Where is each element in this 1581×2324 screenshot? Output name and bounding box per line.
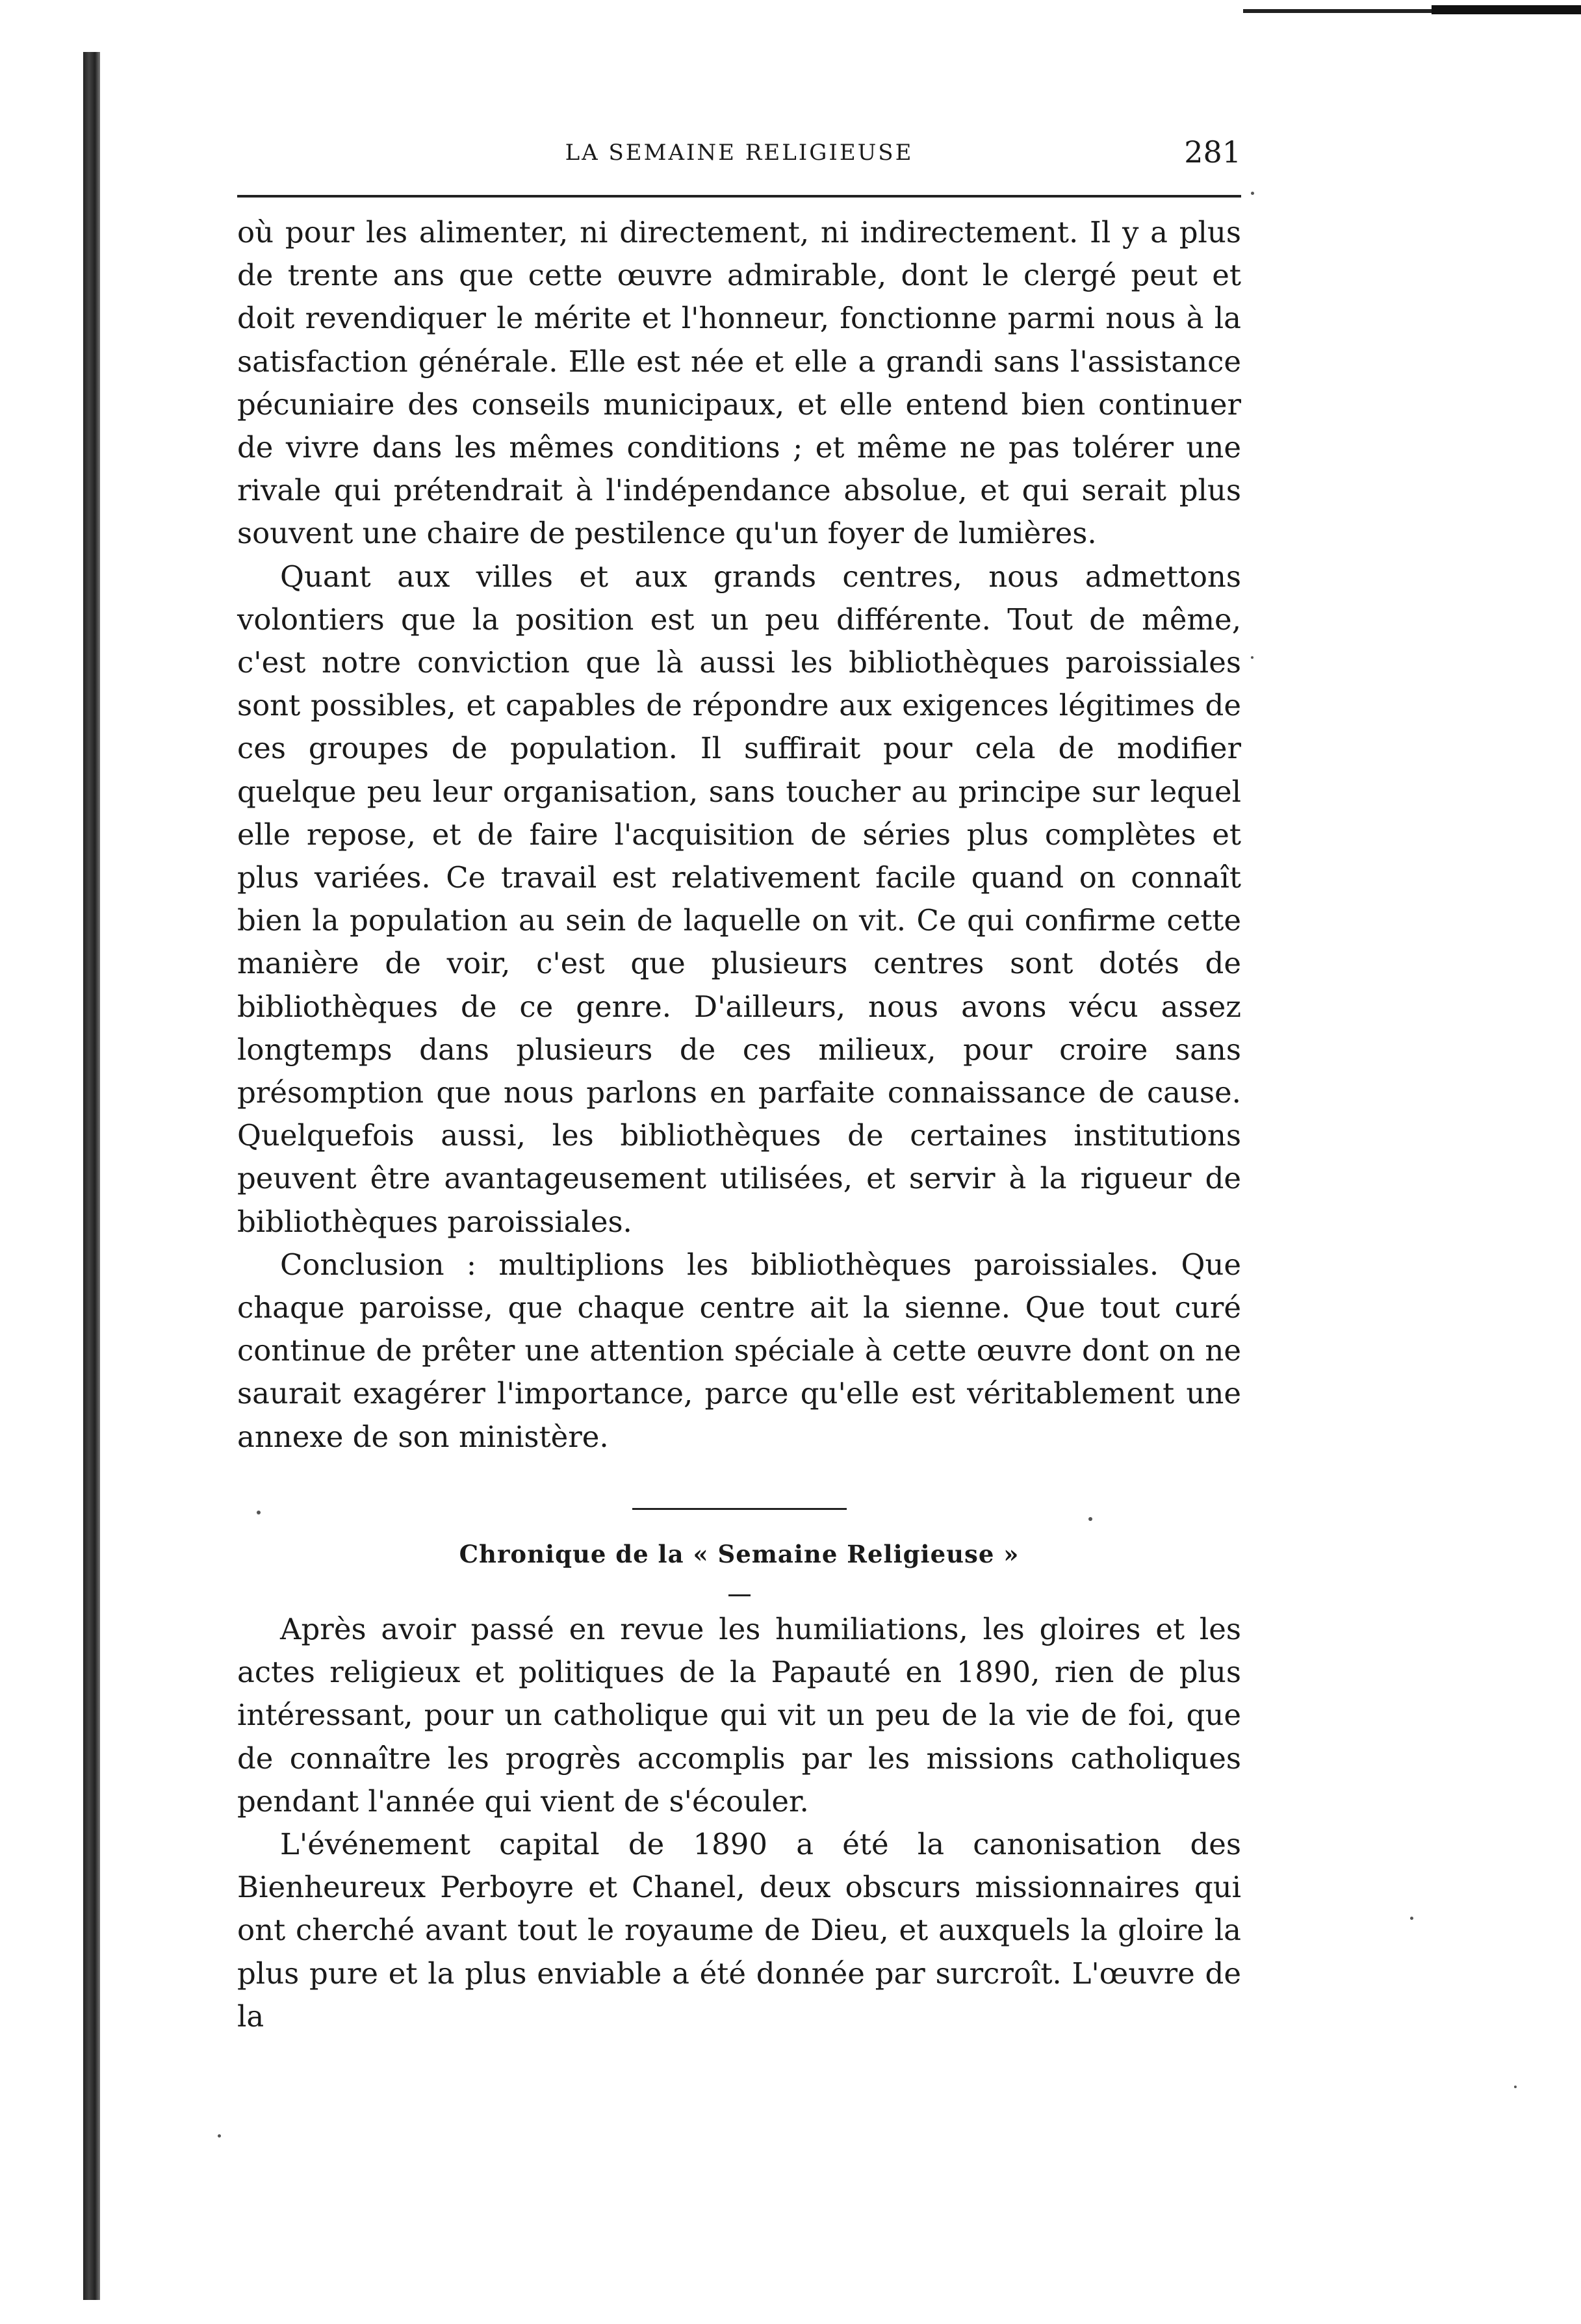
- title-dash: [728, 1594, 751, 1596]
- page-number: 281: [1184, 134, 1241, 170]
- scan-speck: [218, 2134, 221, 2138]
- paragraph: L'événement capital de 1890 a été la canonisation des Bienheureux Perboyre et Chanel, deux obscurs missionnaires qui ont cherché avant tout le royaume de Dieu, et auxquels la gloire la plus pure et la plus enviable a été donnée par surcroît. L'œuvre de la: [237, 1826, 1241, 2034]
- binding-edge: [83, 52, 100, 2300]
- page-header: [237, 134, 1241, 179]
- scan-edge-mark: [1432, 5, 1581, 14]
- text-body: [237, 211, 1241, 2038]
- paragraph: Conclusion : multiplions les bibliothèques paroissiales. Que chaque paroisse, que chaque centre ait la sienne. Que tout curé continue de prêter une attention spéciale à cette œuvre dont on ne saurait exagérer l'importance, parce qu'elle est véritablement une annexe de son ministère.: [237, 1247, 1241, 1454]
- paragraph: Après avoir passé en revue les humiliations, les gloires et les actes religieux et politiques de la Papauté en 1890, rien de plus intéressant, pour un catholique qui vit un peu de la vie de foi, que de connaître les progrès accomplis par les missions catholiques pendant l'année qui vient de s'écouler.: [237, 1611, 1241, 1819]
- scan-speck: [1251, 656, 1253, 659]
- scan-speck: [1088, 1517, 1092, 1521]
- paragraph: où pour les alimenter, ni directement, ni indirectement. Il y a plus de trente ans que cette œuvre admirable, dont le clergé peut et doit revendiquer le mérite et l'honneur, fonctionne parmi nous à la satisfaction générale. Elle est née et elle a grandi sans l'assistance pécuniaire des conseils municipaux, et elle entend bien continuer de vivre dans les mêmes conditions ; et même ne pas tolérer une rivale qui prétendrait à l'indépendance absolue, et qui serait plus souvent une chaire de pestilence qu'un foyer de lumières.: [237, 215, 1241, 551]
- header-rule: [237, 195, 1241, 198]
- running-title: LA SEMAINE RELIGIEUSE: [565, 140, 914, 166]
- scan-speck: [257, 1511, 261, 1514]
- section-separator: [632, 1508, 847, 1510]
- section-title: Chronique de la « Semaine Religieuse »: [459, 1539, 1020, 1568]
- scan-speck: [1514, 2086, 1517, 2088]
- scan-speck: [1251, 192, 1254, 195]
- scan-speck: [1410, 1917, 1413, 1920]
- paragraph: Quant aux villes et aux grands centres, nous admettons volontiers que la position est un peu différente. Tout de même, c'est notre conviction que là aussi les bibliothèques paroissiales sont possibles, et capables de répondre aux exigences légitimes de ces groupes de population. Il suffirait pour cela de modifier quelque peu leur organisation, sans toucher au principe sur lequel elle repose, et de faire l'acquisition de séries plus complètes et plus variées. Ce travail est relativement facile quand on connaît bien la population au sein de laquelle on vit. Ce qui confirme cette manière de voir, c'est que plusieurs centres sont dotés de bibliothèques de ce genre. D'ailleurs, nous avons vécu assez longtemps dans plusieurs de ces milieux, pour croire sans présomption que nous parlons en parfaite connaissance de cause. Quelquefois aussi, les bibliothèques de certaines institutions peuvent être avantageusement utilisées, et servir à la rigueur de bibliothèques paroissiales.: [237, 559, 1241, 1239]
